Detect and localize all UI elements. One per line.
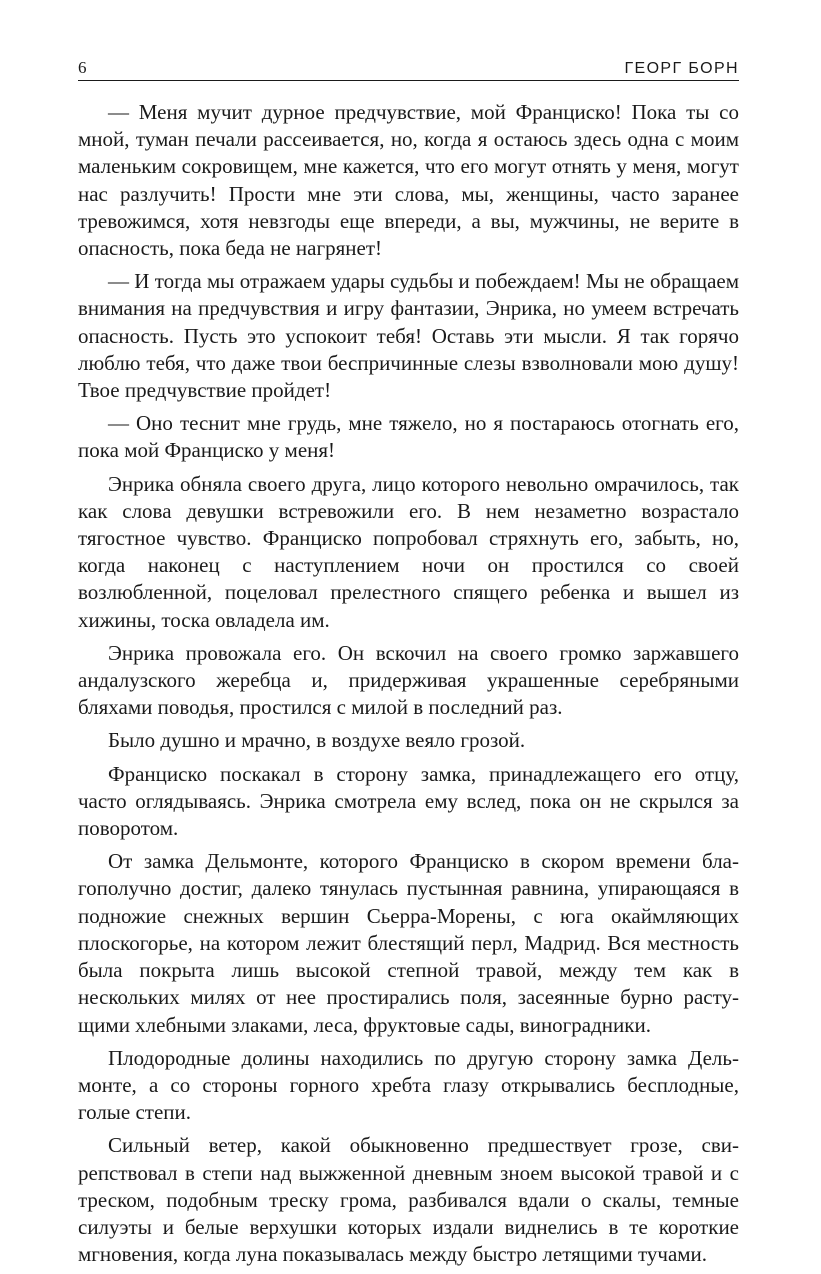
paragraph: — Меня мучит дурное предчувствие, мой Франциско! Пока ты со мной, туман печали рассеивается, но, когда я остаюсь здесь одна с моим маленьким сокровищем, мне кажется, что его могут отнять у меня, могут нас разлучить! Прости мне эти слова, мы, женщины, часто заранее тревожимся, хотя невзгоды еще впереди, а вы, мужчины, не верите в опасность, пока беда не нагрянет! — [78, 100, 739, 261]
paragraph: Франциско поскакал в сторону замка, принадлежащего его отцу, часто оглядываясь. Энрика смотрела ему вслед, пока он не скрылся за поворотом. — [78, 761, 739, 841]
paragraph: Плодородные долины находились по другую сторону замка Дельмонте, а со стороны горного хребта глазу открывались бесплодные, голые степи. — [78, 1045, 739, 1125]
paragraph: Сильный ветер, какой обыкновенно предшествует грозе, свирепствовал в степи над выжженной дневным зноем высокой травой и с треском, подобным треску грома, разбивался вдали о скалы, темные силуэты и белые верхушки которых издали виднелись в те короткие мгновения, когда луна показывалась между быстро летящими тучами. — [78, 1133, 739, 1267]
paragraph: Энрика провожала его. Он вскочил на своего громко заржавшего андалузского жеребца и, придерживая украшенные серебряными бляхами поводья, простился с милой в последний раз. — [78, 640, 739, 720]
paragraph: — Оно теснит мне грудь, мне тяжело, но я постараюсь отогнать его, пока мой Франциско у меня! — [78, 411, 739, 463]
running-head — [78, 52, 739, 78]
paragraph: Энрика обняла своего друга, лицо которого невольно омрачилось, так как слова девушки встревожили его. В нем незаметно возрастало тягостное чувство. Франциско попробовал стряхнуть его, забыть, но, когда наконец с наступлением ночи он простился со своей возлюбленной, поцеловал прелестного спящего ребенка и вышел из хижины, тоска овладела им. — [78, 471, 739, 632]
paragraph: — И тогда мы отражаем удары судьбы и побеждаем! Мы не обращаем внимания на предчувствия и игру фантазии, Энрика, но умеем встречать опасность. Пусть это успокоит тебя! Оставь эти мысли. Я так горячо люблю тебя, что даже твои беспричинные слезы взволновали мою душу! Твое предчувствие пройдет! — [78, 269, 739, 403]
book-page — [78, 52, 739, 1274]
paragraph: От замка Дельмонте, которого Франциско в скором времени благополучно достиг, далеко тянулась пустынная равнина, упирающаяся в подножие снежных вершин Сьерра-Морены, с юга окаймляющих плоскогорье, на котором лежит блестящий перл, Мадрид. Вся местность была покрыта лишь высокой степной травой, между тем как в нескольких милях от нее простирались поля, засеянные бурно растущими хлебными злаками, леса, фруктовые сады, виноградники. — [78, 849, 739, 1037]
running-head-author: ГЕОРГ БОРН — [624, 60, 739, 77]
header-rule — [78, 80, 739, 81]
body-text — [78, 99, 739, 1268]
page-number: 6 — [78, 58, 87, 77]
paragraph: Было душно и мрачно, в воздухе веяло грозой. — [108, 728, 526, 753]
